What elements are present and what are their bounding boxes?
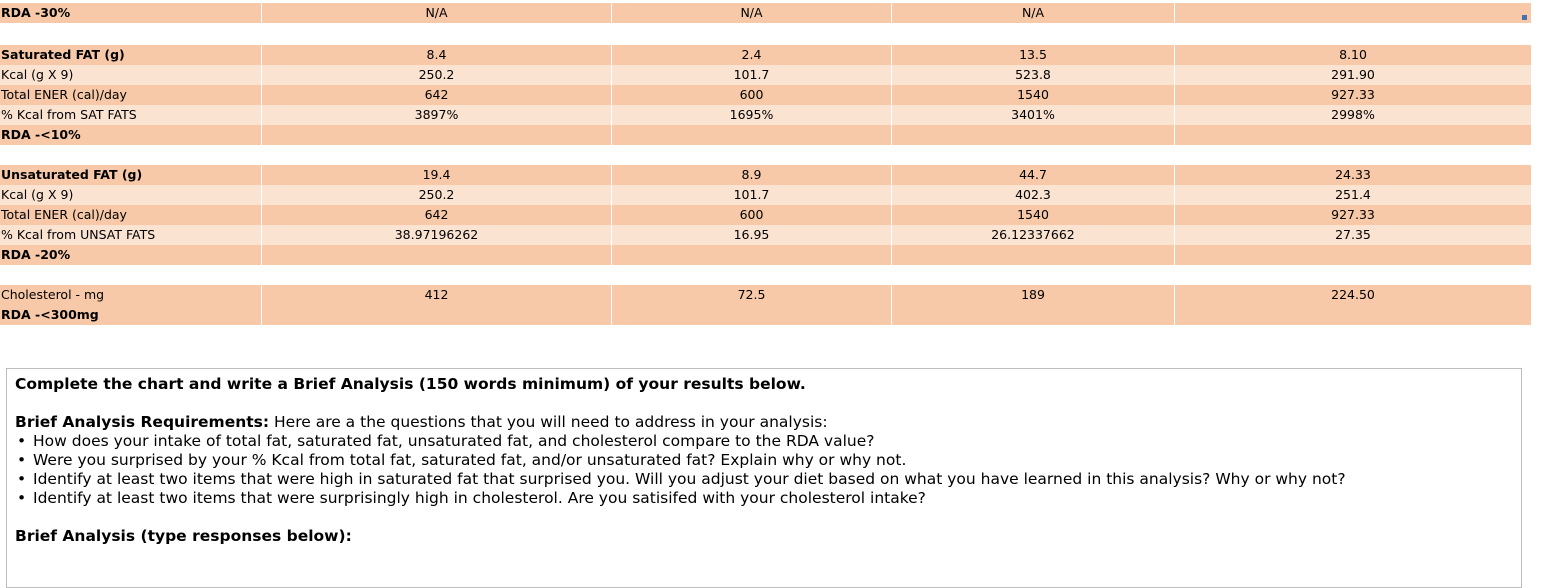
row-label[interactable]: RDA -<300mg — [0, 305, 262, 325]
cell[interactable] — [612, 305, 892, 325]
cell[interactable]: 523.8 — [892, 65, 1175, 85]
requirements-intro — [15, 413, 1513, 432]
cell[interactable]: 291.90 — [1331, 67, 1375, 82]
row-label[interactable]: % Kcal from UNSAT FATS — [0, 225, 262, 245]
cell[interactable]: 8.10 — [1339, 47, 1367, 62]
cell[interactable]: 642 — [262, 85, 612, 105]
row-label[interactable]: RDA -20% — [0, 245, 262, 265]
cell[interactable]: 19.4 — [262, 165, 612, 185]
cell[interactable] — [892, 245, 1175, 265]
cell[interactable]: 1540 — [892, 205, 1175, 225]
table-row[interactable] — [0, 185, 1531, 205]
cell[interactable]: 2.4 — [612, 45, 892, 65]
response-label: Brief Analysis (type responses below): — [15, 527, 352, 545]
cell[interactable]: 44.7 — [892, 165, 1175, 185]
table-row[interactable] — [0, 245, 1531, 265]
list-item — [15, 451, 1513, 470]
cell[interactable]: 3401% — [892, 105, 1175, 125]
cell[interactable]: N/A — [612, 3, 892, 23]
cell[interactable]: 72.5 — [612, 285, 892, 305]
cell[interactable] — [892, 305, 1175, 325]
list-item-text: Were you surprised by your % Kcal from total fat, saturated fat, and/or unsaturated fat? Explain why or why not. — [33, 451, 907, 469]
bullet-icon: • — [17, 451, 27, 469]
table-row[interactable] — [0, 305, 1531, 325]
row-label[interactable]: Kcal (g X 9) — [0, 65, 262, 85]
bullet-icon: • — [17, 470, 27, 488]
cell-resize-handle[interactable] — [1522, 15, 1527, 20]
cell[interactable] — [612, 125, 892, 145]
cell[interactable]: 2998% — [1331, 107, 1375, 122]
cell[interactable]: 8.9 — [612, 165, 892, 185]
cell[interactable]: 1540 — [892, 85, 1175, 105]
cell[interactable]: 38.97196262 — [262, 225, 612, 245]
cell[interactable]: 927.33 — [1331, 87, 1375, 102]
table-row[interactable] — [0, 3, 1531, 23]
row-label[interactable]: Kcal (g X 9) — [0, 185, 262, 205]
list-item-text: Identify at least two items that were high in saturated fat that surprised you. Will you adjust your diet based on what you have learned in this analysis? Why or why not? — [33, 470, 1346, 488]
row-label[interactable]: Total ENER (cal)/day — [0, 85, 262, 105]
row-label[interactable]: RDA -30% — [0, 3, 262, 23]
cell[interactable]: N/A — [262, 3, 612, 23]
cell[interactable] — [892, 125, 1175, 145]
list-item-text: Identify at least two items that were surprisingly high in cholesterol. Are you satisifed with your cholesterol intake? — [33, 489, 926, 507]
cell[interactable]: 8.4 — [262, 45, 612, 65]
cell[interactable]: 13.5 — [892, 45, 1175, 65]
cell[interactable]: 224.50 — [1331, 287, 1375, 302]
cell[interactable]: 251.4 — [1335, 187, 1371, 202]
cell[interactable]: 250.2 — [262, 65, 612, 85]
requirements-list — [15, 432, 1513, 508]
cell[interactable] — [262, 305, 612, 325]
cell[interactable] — [1175, 305, 1531, 325]
cell[interactable] — [1175, 3, 1531, 23]
analysis-heading: Complete the chart and write a Brief Analysis (150 words minimum) of your results below. — [15, 375, 806, 393]
bullet-icon: • — [17, 432, 27, 450]
cell[interactable]: 189 — [892, 285, 1175, 305]
table-row[interactable] — [0, 165, 1531, 185]
list-item — [15, 432, 1513, 451]
bullet-icon: • — [17, 489, 27, 507]
cell[interactable] — [262, 125, 612, 145]
row-label[interactable]: Saturated FAT (g) — [0, 45, 262, 65]
cell[interactable]: 642 — [262, 205, 612, 225]
requirements-text: Here are a the questions that you will need to address in your analysis: — [269, 413, 828, 431]
list-item — [15, 470, 1513, 489]
row-label[interactable]: RDA -<10% — [0, 125, 262, 145]
table-row[interactable] — [0, 65, 1531, 85]
list-item-text: How does your intake of total fat, saturated fat, unsaturated fat, and cholesterol compare to the RDA value? — [33, 432, 875, 450]
table-row[interactable] — [0, 285, 1531, 305]
cell[interactable]: 412 — [262, 285, 612, 305]
cell[interactable] — [1175, 245, 1531, 265]
cell[interactable]: N/A — [892, 3, 1175, 23]
cell[interactable]: 250.2 — [262, 185, 612, 205]
table-row[interactable] — [0, 85, 1531, 105]
table-row[interactable] — [0, 125, 1531, 145]
cell[interactable] — [612, 245, 892, 265]
table-row[interactable] — [0, 205, 1531, 225]
cell[interactable]: 3897% — [262, 105, 612, 125]
analysis-textbox[interactable] — [6, 368, 1522, 588]
cell[interactable]: 600 — [612, 85, 892, 105]
cell[interactable]: 402.3 — [892, 185, 1175, 205]
row-label[interactable]: Unsaturated FAT (g) — [0, 165, 262, 185]
list-item — [15, 489, 1513, 508]
cell[interactable]: 101.7 — [612, 65, 892, 85]
cell[interactable]: 24.33 — [1335, 167, 1371, 182]
row-label[interactable]: % Kcal from SAT FATS — [0, 105, 262, 125]
table-row[interactable] — [0, 105, 1531, 125]
cell[interactable]: 1695% — [612, 105, 892, 125]
row-label[interactable]: Total ENER (cal)/day — [0, 205, 262, 225]
cell[interactable] — [262, 245, 612, 265]
cell[interactable]: 26.12337662 — [892, 225, 1175, 245]
table-row[interactable] — [0, 225, 1531, 245]
cell[interactable]: 16.95 — [612, 225, 892, 245]
table-row[interactable] — [0, 45, 1531, 65]
row-label[interactable]: Cholesterol - mg — [0, 285, 262, 305]
requirements-label: Brief Analysis Requirements: — [15, 413, 270, 431]
cell[interactable]: 600 — [612, 205, 892, 225]
cell[interactable] — [1175, 125, 1531, 145]
cell[interactable]: 27.35 — [1335, 227, 1371, 242]
cell[interactable]: 927.33 — [1331, 207, 1375, 222]
cell[interactable]: 101.7 — [612, 185, 892, 205]
